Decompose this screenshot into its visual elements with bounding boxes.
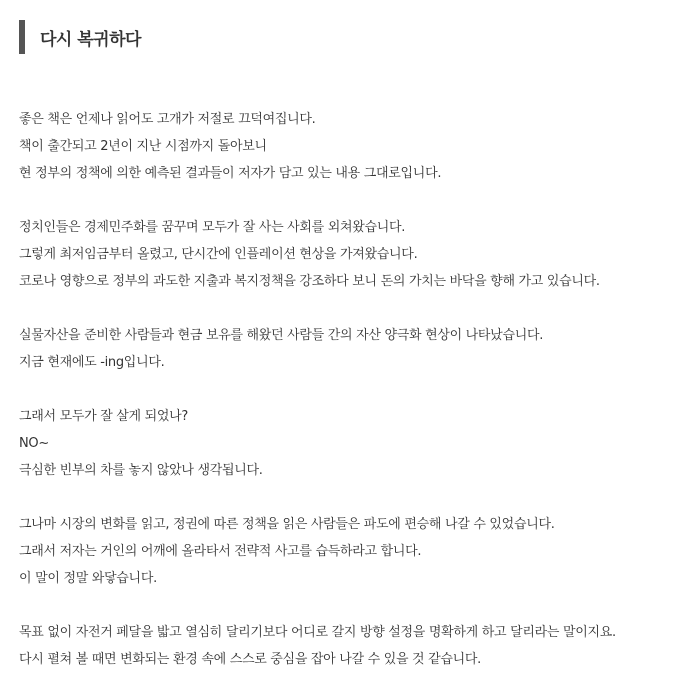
text-line: 정치인들은 경제민주화를 꿈꾸며 모두가 잘 사는 사회를 외쳐왔습니다. xyxy=(19,220,406,235)
text-line: 지금 현재에도 -ing입니다. xyxy=(19,355,165,370)
text-line: 그나마 시장의 변화를 읽고, 정권에 따른 정책을 읽은 사람들은 파도에 편승해 나갈 수 있었습니다. xyxy=(19,517,555,532)
heading-accent-bar xyxy=(19,20,25,54)
paragraph xyxy=(19,322,694,376)
text-line: 이 말이 정말 와닿습니다. xyxy=(19,571,157,586)
text-line: 그래서 모두가 잘 살게 되었나? xyxy=(19,409,189,424)
text-line: 그래서 저자는 거인의 어깨에 올라타서 전략적 사고를 습득하라고 합니다. xyxy=(19,544,422,559)
text-line: 코로나 영향으로 정부의 과도한 지출과 복지정책을 강조하다 보니 돈의 가치는 바닥을 향해 가고 있습니다. xyxy=(19,274,600,289)
text-line: 극심한 빈부의 차를 놓지 않았나 생각됩니다. xyxy=(19,463,263,478)
paragraph xyxy=(19,403,694,484)
paragraph xyxy=(19,619,694,673)
text-line: 실물자산을 준비한 사람들과 현금 보유를 해왔던 사람들 간의 자산 양극화 현상이 나타났습니다. xyxy=(19,328,544,343)
paragraph xyxy=(19,511,694,592)
text-line: 다시 펼쳐 볼 때면 변화되는 환경 속에 스스로 중심을 잡아 나갈 수 있을 것 같습니다. xyxy=(19,652,481,667)
text-line: 목표 없이 자전거 페달을 밟고 열심히 달리기보다 어디로 갈지 방향 설정을 명확하게 하고 달리라는 말이지요. xyxy=(19,625,616,640)
paragraph xyxy=(19,106,694,187)
text-line: NO~ xyxy=(19,436,49,451)
text-line: 책이 출간되고 2년이 지난 시점까지 돌아보니 xyxy=(19,139,267,154)
section-heading xyxy=(19,20,141,54)
post-body xyxy=(19,106,694,700)
page-title: 다시 복귀하다 xyxy=(40,29,141,50)
paragraph xyxy=(19,214,694,295)
text-line: 좋은 책은 언제나 읽어도 고개가 저절로 끄덕여집니다. xyxy=(19,112,316,127)
text-line: 현 정부의 정책에 의한 예측된 결과들이 저자가 담고 있는 내용 그대로입니다. xyxy=(19,166,442,181)
text-line: 그렇게 최저임금부터 올렸고, 단시간에 인플레이션 현상을 가져왔습니다. xyxy=(19,247,418,262)
